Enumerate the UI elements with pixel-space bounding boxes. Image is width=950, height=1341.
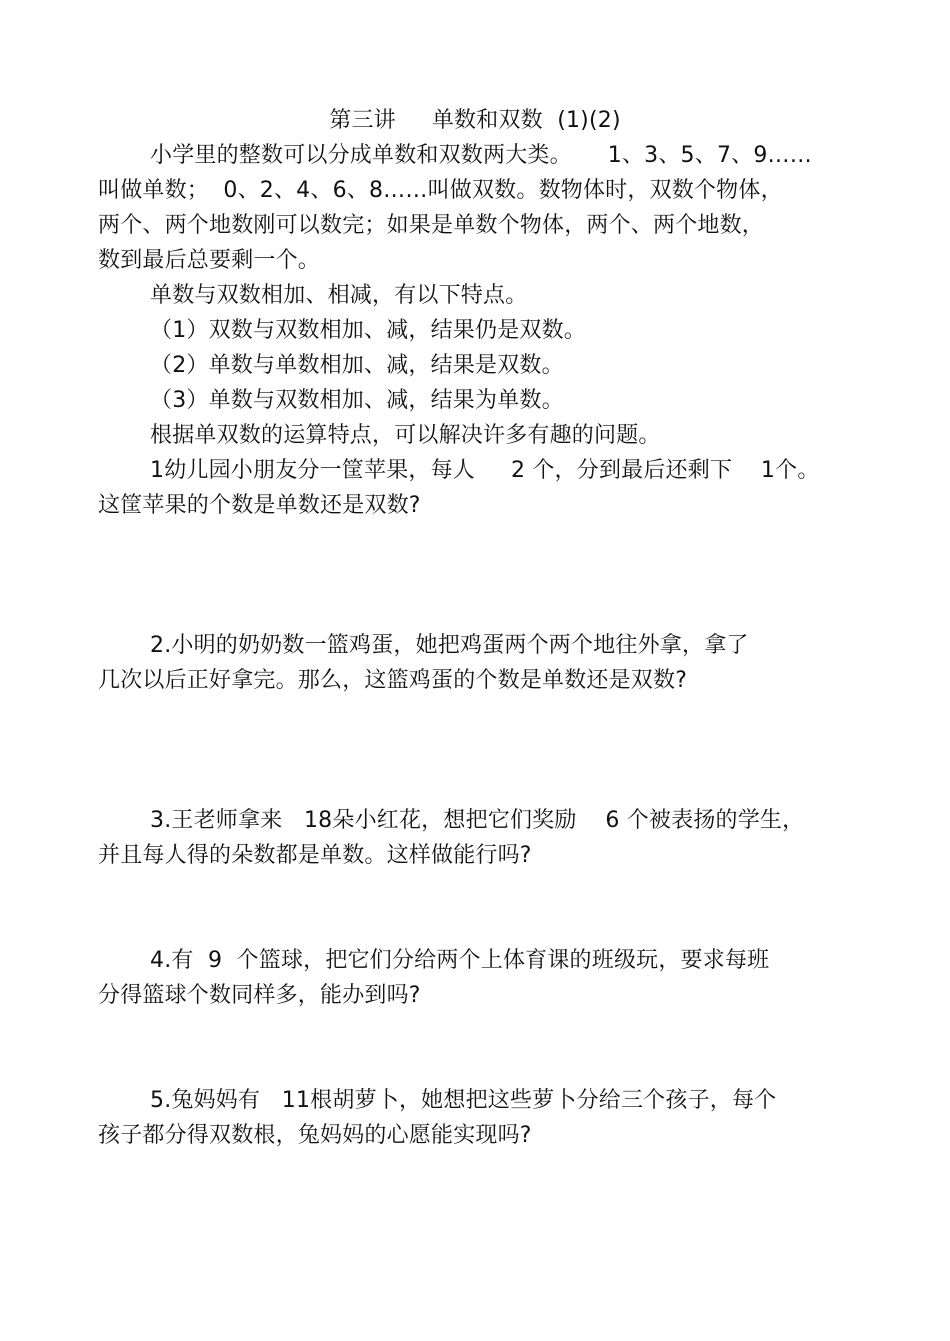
- problem-2-line-2: 几次以后正好拿完。那么，这篮鸡蛋的个数是单数还是双数?: [98, 668, 688, 693]
- intro-line-4: 数到最后总要剩一个。: [98, 248, 321, 273]
- problem-1-line-2: 这筐苹果的个数是单数还是双数?: [98, 493, 421, 518]
- problem-4-line-2: 分得篮球个数同样多，能办到吗?: [98, 983, 421, 1008]
- intro-line-2: 叫做单数； 0、2、4、6、8……叫做双数。数物体时，双数个物体，: [98, 178, 783, 203]
- problem-5-line-2: 孩子都分得双数根，兔妈妈的心愿能实现吗?: [98, 1123, 532, 1148]
- feature-item-3: （3）单数与双数相加、减，结果为单数。: [150, 388, 564, 413]
- intro-line-3: 两个、两个地数刚可以数完；如果是单数个物体，两个、两个地数，: [98, 213, 765, 238]
- problem-2-line-1: 2.小明的奶奶数一篮鸡蛋，她把鸡蛋两个两个地往外拿，拿了: [150, 633, 749, 658]
- features-intro: 单数与双数相加、相减，有以下特点。: [150, 283, 528, 308]
- problem-4-line-1: 4.有 9 个篮球，把它们分给两个上体育课的班级玩，要求每班: [150, 948, 770, 973]
- page-title: 第三讲 单数和双数 (1)(2): [329, 108, 621, 133]
- intro-line-1: 小学里的整数可以分成单数和双数两大类。 1、3、5、7、9……: [150, 143, 812, 168]
- problem-3-line-2: 并且每人得的朵数都是单数。这样做能行吗?: [98, 843, 532, 868]
- transition-text: 根据单双数的运算特点，可以解决许多有趣的问题。: [150, 423, 661, 448]
- problem-1-line-1: 1幼儿园小朋友分一筐苹果，每人 2 个，分到最后还剩下 1个。: [150, 458, 820, 483]
- feature-item-2: （2）单数与单数相加、减，结果是双数。: [150, 353, 564, 378]
- feature-item-1: （1）双数与双数相加、减，结果仍是双数。: [150, 318, 586, 343]
- problem-3-line-1: 3.王老师拿来 18朵小红花，想把它们奖励 6 个被表扬的学生，: [150, 808, 805, 833]
- problem-5-line-1: 5.兔妈妈有 11根胡萝卜，她想把这些萝卜分给三个孩子，每个: [150, 1088, 777, 1113]
